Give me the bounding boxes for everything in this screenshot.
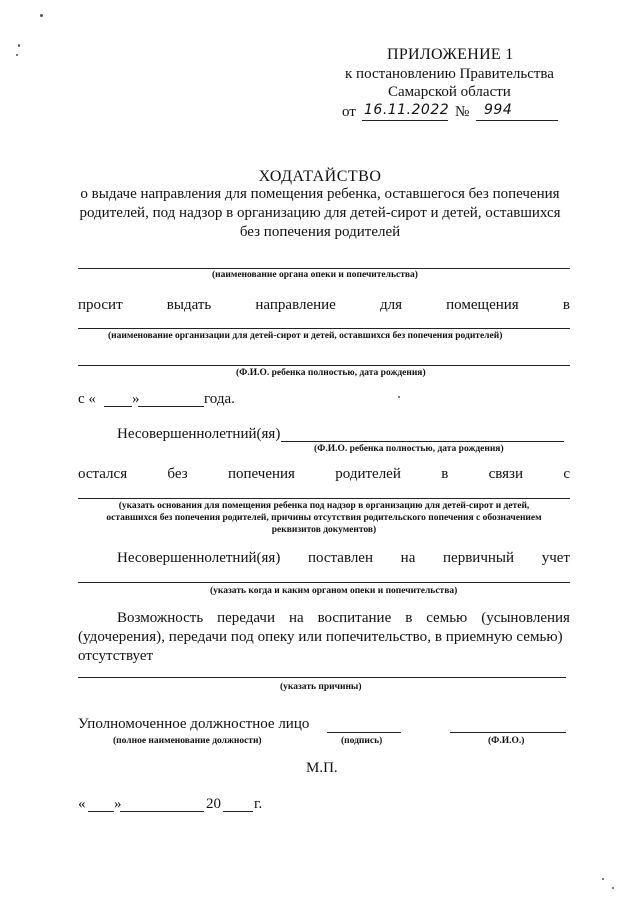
date-underline [362, 120, 448, 121]
official-label: Уполномоченное должностное лицо [78, 716, 310, 732]
caption-minor: (Ф.И.О. ребенка полностью, дата рождения) [314, 444, 504, 454]
possibility-word: Возможность [117, 610, 204, 626]
scan-speck [40, 14, 43, 17]
appendix-number-value: 994 [484, 102, 513, 118]
footer-year-prefix: 20 [206, 796, 221, 812]
request-word: выдать [166, 297, 212, 313]
remained-word: без [167, 466, 188, 482]
footer-date-close: » [114, 796, 122, 812]
possibility-row-1 [117, 610, 570, 627]
date-line-mid: » [132, 391, 140, 407]
request-word: в [562, 297, 570, 313]
document-subtitle-3: без попечения родителей [239, 224, 401, 240]
date-line-suffix: года. [204, 391, 235, 407]
appendix-line3: Самарской области [388, 84, 511, 100]
date-day-line [104, 406, 132, 407]
appendix-title: ПРИЛОЖЕНИЕ 1 [387, 46, 514, 63]
footer-year-line [223, 811, 253, 812]
stamp-place: М.П. [306, 760, 338, 776]
possibility-word: (усыновления [481, 610, 570, 626]
caption-reasons-3: реквизитов документов) [271, 525, 377, 535]
remained-word: связи [488, 466, 523, 482]
registered-word: Несовершеннолетний(яя) [117, 550, 281, 566]
caption-name: (Ф.И.О.) [488, 736, 525, 746]
possibility-line-3: отсутствует [78, 648, 154, 664]
registered-word: первичный [443, 550, 515, 566]
remained-word: попечения [227, 466, 295, 482]
caption-position: (полное наименование должности) [113, 736, 262, 746]
registered-word: учет [541, 550, 570, 566]
scan-speck [16, 54, 18, 56]
org-field-line [78, 328, 570, 329]
footer-month-line [120, 811, 204, 812]
appendix-date-prefix: от [342, 104, 356, 120]
remained-word: остался [78, 466, 128, 482]
footer-date-open: « [78, 796, 86, 812]
footer-day-line [88, 811, 114, 812]
child-field-line [78, 365, 570, 366]
footer-date-suffix: г. [254, 796, 263, 812]
request-word: помещения [446, 297, 519, 313]
registered-field-line [78, 582, 570, 583]
date-month-line [138, 406, 204, 407]
possibility-line-2: (удочерения), передачи под опеку или попечительство, в приемную семью) [78, 629, 563, 645]
scan-speck [602, 878, 604, 880]
registered-row [117, 550, 570, 567]
reason-field-line [78, 677, 566, 678]
request-word: направление [255, 297, 336, 313]
remained-word: с [563, 466, 570, 482]
minor-label: Несовершеннолетний(яя) [117, 426, 281, 442]
caption-signature: (подпись) [341, 736, 383, 746]
scan-speck [398, 396, 400, 398]
caption-guardianship: (наименование органа опеки и попечительства) [212, 270, 418, 280]
caption-child: (Ф.И.О. ребенка полностью, дата рождения) [236, 368, 426, 378]
appendix-date-value: 16.11.2022 [364, 102, 450, 118]
minor-field-line [281, 441, 564, 442]
remained-word: родителей [335, 466, 401, 482]
request-word: просит [78, 297, 123, 313]
reasons-field-line [78, 498, 570, 499]
document-title: ХОДАТАЙСТВО [258, 168, 382, 185]
possibility-word: семью [426, 610, 468, 626]
signature-line [327, 732, 401, 733]
caption-registered: (указать когда и каким органом опеки и попечительства) [210, 586, 458, 596]
registered-word: на [400, 550, 416, 566]
possibility-word: в [405, 610, 413, 626]
remained-word: в [441, 466, 449, 482]
caption-reason: (указать причины) [280, 682, 362, 692]
date-line-prefix: с « [78, 391, 96, 407]
caption-reasons-1: (указать основания для помещения ребенка под надзор в организацию для детей-сирот и детей, [118, 501, 530, 511]
caption-reasons-2: оставшихся без попечения родителей, причины отсутствия родительского попечения с обозначением [106, 513, 542, 523]
document-subtitle-1: о выдаче направления для помещения ребенка, оставшегося без попечения [80, 186, 560, 202]
possibility-word: передачи [217, 610, 275, 626]
scan-speck [612, 887, 614, 889]
request-row [78, 297, 570, 314]
registered-word: поставлен [307, 550, 373, 566]
scan-speck [18, 44, 20, 47]
appendix-line2: к постановлению Правительства [345, 66, 554, 82]
guardianship-field-line [78, 268, 570, 269]
number-underline [476, 120, 558, 121]
possibility-word: воспитание [317, 610, 392, 626]
possibility-word: на [288, 610, 304, 626]
request-word: для [379, 297, 402, 313]
appendix-number-sign: № [455, 104, 470, 120]
document-subtitle-2: родителей, под надзор в организацию для детей-сирот и детей, оставшихся [79, 205, 561, 221]
name-line [450, 732, 566, 733]
remained-row [78, 466, 570, 483]
caption-org: (наименование организации для детей-сирот и детей, оставшихся без попечения родителей) [108, 331, 503, 341]
